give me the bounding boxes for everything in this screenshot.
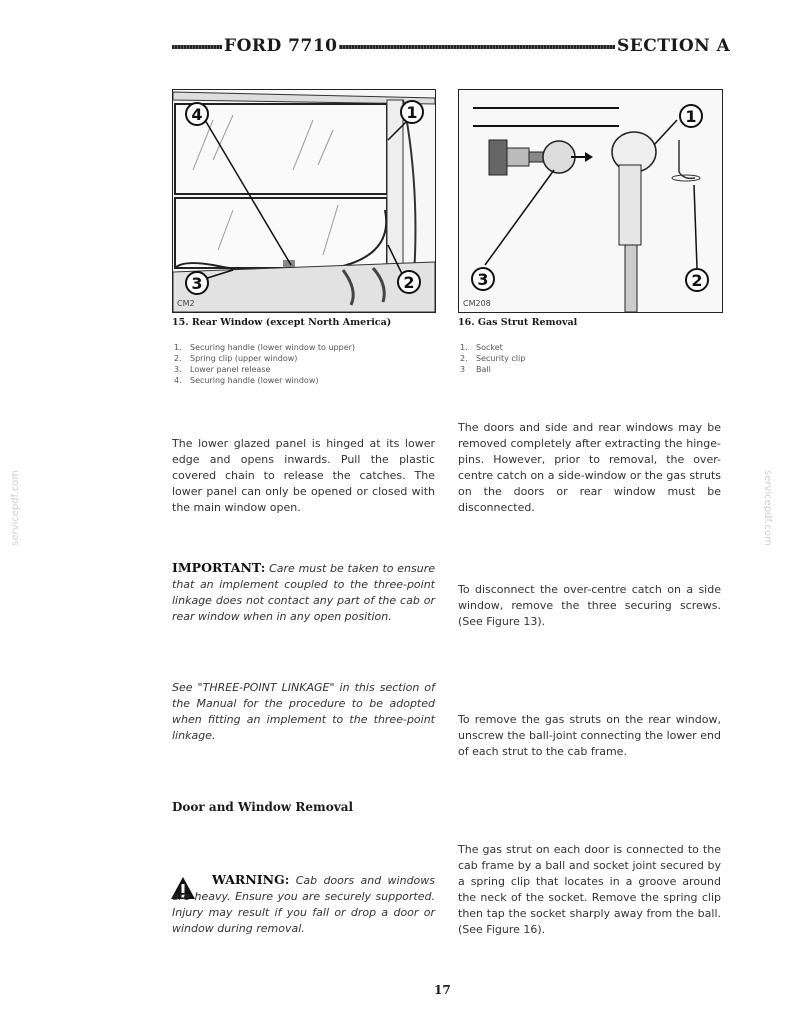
header-title: FORD 7710	[224, 36, 338, 56]
figure-16-caption: 16. Gas Strut Removal	[458, 317, 578, 328]
callout-2	[398, 271, 420, 293]
watermark-left: servicepdf.com	[10, 470, 21, 546]
gas-strut-drawing	[459, 90, 722, 312]
page-number: 17	[434, 983, 451, 997]
legend-item: 2. Spring clip (upper window)	[174, 354, 298, 363]
over-centre-catch-paragraph: To disconnect the over-centre catch on a side window, remove the three securing screws. (See Figure 13).	[458, 583, 721, 628]
legend-item: 2. Security clip	[460, 354, 526, 363]
important-note	[172, 560, 435, 625]
callout-2	[686, 269, 708, 291]
callout-1	[401, 101, 423, 123]
important-label: IMPORTANT:	[172, 560, 266, 575]
legend-item: 1. Securing handle (lower window to upper)	[174, 343, 356, 352]
door-window-removal-heading: Door and Window Removal	[172, 800, 354, 814]
svg-text:1: 1	[685, 107, 697, 126]
legend-item: 3. Lower panel release	[174, 365, 271, 374]
callout-3	[472, 268, 494, 290]
callout-1	[680, 105, 702, 127]
warning-note	[172, 872, 435, 937]
important-text: Care must be taken to ensure that an implement coupled to the three-point linkage does not contact any part of the cab or rear window when in any open position.	[172, 562, 435, 623]
door-gas-strut-paragraph: The gas strut on each door is connected to the cab frame by a ball and socket joint secured by a spring clip that locates in a groove around the neck of the socket. Remove the spring clip then tap the socket sharply away from the ball. (See Figure 16).	[458, 843, 721, 936]
figure-15-caption: 15. Rear Window (except North America)	[172, 317, 392, 328]
door-removal-paragraph: The doors and side and rear windows may be removed completely after extracting the hinge-pins. However, prior to removal, the over-centre catch on a side-window or the gas struts on the doors or rear window must be disconnected.	[458, 421, 721, 514]
svg-text:4: 4	[191, 105, 203, 124]
legend-item: 4. Securing handle (lower window)	[174, 376, 319, 385]
rear-window-drawing	[173, 90, 435, 312]
watermark-right: servicepdf.com	[762, 470, 773, 546]
svg-text:1: 1	[406, 103, 418, 122]
figure-15-rear-window	[172, 89, 436, 313]
header-section: SECTION A	[617, 36, 731, 56]
warning-label: WARNING:	[212, 872, 290, 887]
figure-16-legend	[460, 342, 525, 375]
svg-text:2: 2	[403, 273, 415, 292]
figure-code: CM2	[177, 299, 195, 308]
callout-3	[186, 272, 208, 294]
figure-15-legend	[174, 342, 355, 386]
legend-item: 1. Socket	[460, 343, 503, 352]
legend-item: 3 Ball	[460, 365, 491, 374]
svg-text:3: 3	[477, 270, 489, 289]
callout-4	[186, 103, 208, 125]
warning-text: Cab doors and windows are heavy. Ensure you are securely supported. Injury may result if you fall or drop a door or window during removal.	[172, 874, 436, 935]
figure-16-gas-strut	[458, 89, 723, 313]
svg-text:3: 3	[191, 274, 203, 293]
figure-code: CM208	[463, 299, 491, 308]
rear-gas-strut-paragraph: To remove the gas struts on the rear window, unscrew the ball-joint connecting the lower end of each strut to the cab frame.	[458, 713, 721, 758]
linkage-reference-paragraph: See "THREE-POINT LINKAGE" in this section of the Manual for the procedure to be adopted when fitting an implement to the three-point linkage.	[172, 681, 435, 742]
lower-panel-paragraph: The lower glazed panel is hinged at its lower edge and opens inwards. Pull the plastic covered chain to release the catches. The lower panel can only be opened or closed with the main window open.	[172, 437, 435, 514]
svg-text:2: 2	[691, 271, 703, 290]
